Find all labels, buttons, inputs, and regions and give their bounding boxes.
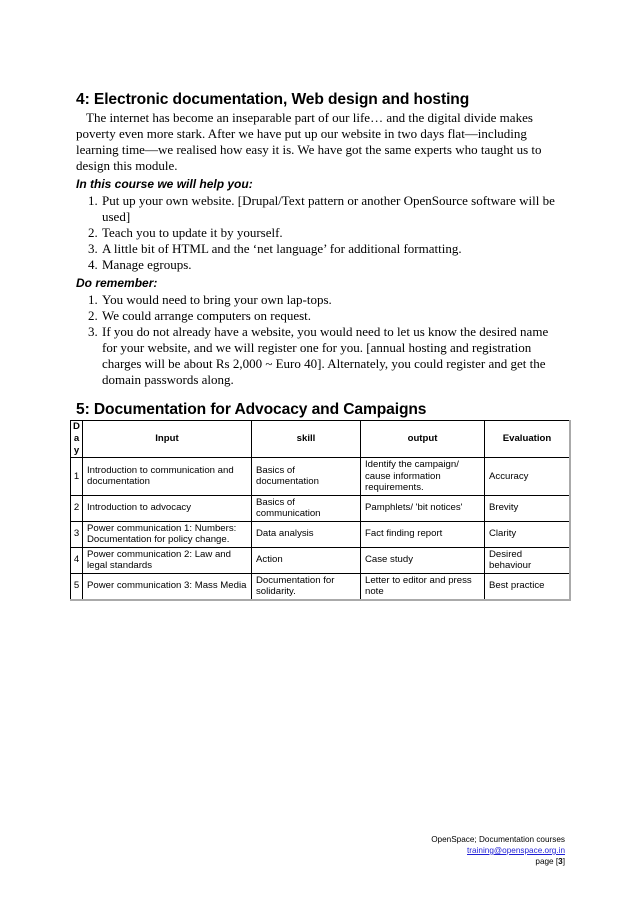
list-item: 1. You would need to bring your own lap-tops. [101,292,566,308]
output-cell: Identify the campaign/ cause information requirements. [361,458,485,496]
output-cell: Letter to editor and press note [361,573,485,600]
skill-cell: Documentation for solidarity. [252,573,361,600]
evaluation-cell: Best practice [485,573,571,600]
page-label-close: ] [562,857,565,866]
help-list [76,193,566,273]
evaluation-cell: Brevity [485,495,571,521]
table-header-row [71,421,571,458]
footer-course-title: OpenSpace; Documentation courses [431,835,565,844]
list-item: 1. Put up your own website. [Drupal/Text pattern or another OpenSource software will be used] [101,193,566,225]
skill-cell: Basics of documentation [252,458,361,496]
day-cell: 5 [71,573,83,600]
help-heading: In this course we will help you: [76,177,253,191]
output-cell: Pamphlets/ 'bit notices' [361,495,485,521]
day-cell: 1 [71,458,83,496]
contact-email-link[interactable]: training@openspace.org.in [467,846,565,855]
page-number-line [431,856,565,867]
section-4-intro: The internet has become an inseparable part of our life… and the digital divide makes poverty even more stark. After we have put up our website in two days flat—including learning time—we realised how easy it is. We have got the same experts who taught us to design this module. [76,110,542,173]
skill-cell: Action [252,547,361,573]
column-header-input: Input [83,421,252,458]
table-row [71,495,571,521]
input-cell: Power communication 2: Law and legal standards [83,547,252,573]
output-cell: Fact finding report [361,521,485,547]
table-row [71,458,571,496]
day-cell: 2 [71,495,83,521]
input-cell: Introduction to advocacy [83,495,252,521]
table-row [71,573,571,600]
input-cell: Power communication 3: Mass Media [83,573,252,600]
list-item: 3. If you do not already have a website, you would need to let us know the desired name for your website, and we will register one for you. [annual hosting and registration charges will be about Rs 2,000 ~ Euro 40]. Alternately, you could register and get the domain passwords along. [101,324,566,388]
skill-cell: Data analysis [252,521,361,547]
section-4-heading: 4: Electronic documentation, Web design and hosting [76,91,470,108]
column-header-evaluation: Evaluation [485,421,571,458]
page-label: page [ [535,857,559,866]
input-cell: Power communication 1: Numbers: Documentation for policy change. [83,521,252,547]
input-cell: Introduction to communication and documentation [83,458,252,496]
table-row [71,521,571,547]
page-number: 3 [558,857,563,866]
schedule-table [70,420,571,601]
remember-list [76,292,566,388]
list-item: 2. Teach you to update it by yourself. [101,225,566,241]
section-5-heading: 5: Documentation for Advocacy and Campaigns [76,401,427,418]
list-item: 3. A little bit of HTML and the ‘net language’ for additional formatting. [101,241,566,257]
day-cell: 3 [71,521,83,547]
column-header-skill: skill [252,421,361,458]
remember-heading: Do remember: [76,276,158,290]
list-item: 4. Manage egroups. [101,257,566,273]
table-row [71,547,571,573]
column-header-day: Day [71,421,83,458]
column-header-output: output [361,421,485,458]
document-content [73,90,566,601]
page-footer [431,834,565,867]
skill-cell: Basics of communication [252,495,361,521]
evaluation-cell: Accuracy [485,458,571,496]
output-cell: Case study [361,547,485,573]
list-item: 2. We could arrange computers on request. [101,308,566,324]
day-cell: 4 [71,547,83,573]
evaluation-cell: Desired behaviour [485,547,571,573]
evaluation-cell: Clarity [485,521,571,547]
